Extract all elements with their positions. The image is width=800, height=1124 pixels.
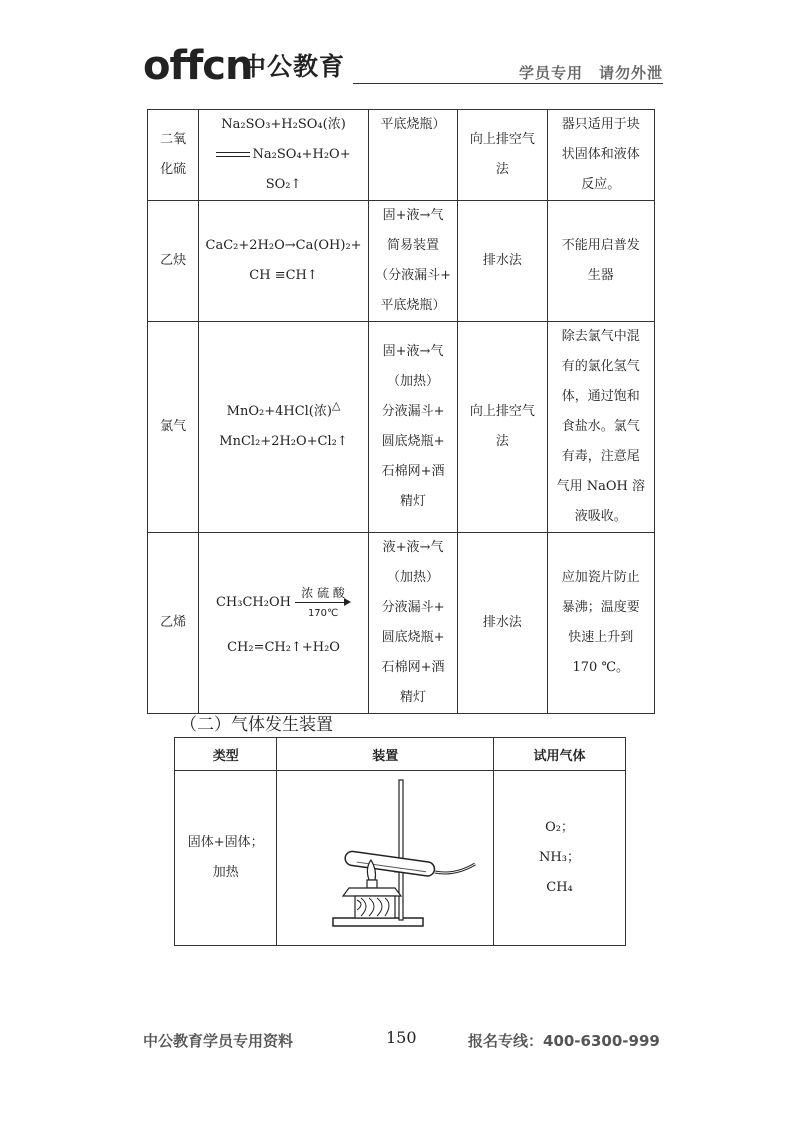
gas-generator-table — [174, 737, 626, 946]
header-type: 类型 — [175, 738, 277, 771]
heat-symbol: △ — [331, 399, 341, 412]
notes-line: 状固体和液体 — [561, 147, 640, 162]
collection-line: 向上排空气 — [469, 404, 535, 419]
apparatus-line: 圆底烧瓶+ — [381, 434, 445, 449]
notice-no-leak: 请勿外泄 — [598, 64, 663, 82]
apparatus-line: 液+液→气 — [382, 540, 444, 555]
notes-cell — [547, 201, 654, 322]
notes-line: 快速上升到 — [568, 630, 634, 645]
apparatus-line: 固+液→气 — [382, 208, 444, 223]
gas-name-line: 二氧 — [160, 132, 187, 147]
notes-line: 170 ℃。 — [572, 660, 630, 675]
notes-line: 不能用启普发 — [561, 238, 640, 253]
apparatus-line: 平底烧瓶） — [380, 117, 446, 132]
collection-line: 排水法 — [482, 253, 522, 268]
footer-hotline: 报名专线：400-6300-999 — [468, 1032, 660, 1050]
notes-cell — [547, 533, 654, 714]
equation-line: CaC₂+2H₂O→Ca(OH)₂+ — [205, 238, 362, 253]
notes-line: 气用 NaOH 溶 — [556, 479, 645, 494]
notes-line: 液吸收。 — [574, 509, 627, 524]
collection-cell — [458, 533, 547, 714]
page-number: 150 — [386, 1028, 417, 1047]
table-row — [148, 201, 655, 322]
gas-name-cell — [148, 533, 199, 714]
collection-line: 法 — [495, 162, 509, 177]
heat-condition — [332, 397, 340, 427]
table-row — [175, 771, 626, 946]
notes-line: 反应。 — [581, 177, 621, 192]
notes-line: 食盐水。氯气 — [561, 419, 640, 434]
collection-line: 向上排空气 — [469, 132, 535, 147]
equation-line: MnCl₂+2H₂O+Cl₂↑ — [219, 434, 348, 449]
table-row — [148, 533, 655, 714]
notes-line: 有的氯化氢气 — [561, 359, 640, 374]
notes-line: 应加瓷片防止 — [561, 570, 640, 585]
table-row — [148, 322, 655, 533]
notes-cell — [547, 110, 654, 201]
header-gases: 试用气体 — [494, 738, 626, 771]
brand-name: 中公教育 — [241, 52, 346, 81]
type-line: 加热 — [212, 865, 239, 880]
arrow-condition-top: 浓 硫 酸 — [301, 585, 345, 600]
footer-left-text: 中公教育学员专用资料 — [143, 1032, 294, 1050]
equation-text: MnO₂+4HCl(浓) — [226, 404, 332, 419]
apparatus-cell — [368, 533, 457, 714]
type-line: 固体+固体； — [187, 835, 264, 850]
gas-formula: NH₃； — [539, 850, 580, 865]
equation-line: CH₂=CH₂↑+H₂O — [227, 640, 340, 655]
notice-students-only: 学员专用 — [518, 64, 583, 82]
header-apparatus: 装置 — [277, 738, 494, 771]
equation-line — [205, 140, 362, 170]
page-header — [143, 40, 663, 92]
gas-name-line: 乙烯 — [160, 615, 187, 630]
equation-line — [205, 397, 362, 427]
collection-line: 法 — [495, 434, 509, 449]
gas-name-line: 乙炔 — [160, 253, 187, 268]
apparatus-cell — [368, 201, 457, 322]
gas-name-cell — [148, 201, 199, 322]
notes-line: 有毒，注意尾 — [561, 449, 640, 464]
collection-cell — [458, 110, 547, 201]
offcn-logo: offcn — [143, 43, 253, 89]
gas-formula: O₂； — [545, 820, 574, 835]
apparatus-cell — [368, 110, 457, 201]
apparatus-line: （加热） — [387, 570, 440, 585]
apparatus-illustration-cell — [277, 771, 494, 946]
type-cell — [175, 771, 277, 946]
gas-name-line: 氯气 — [160, 419, 187, 434]
equation-line: Na₂SO₃+H₂SO₄(浓) — [221, 117, 346, 132]
apparatus-line: 简易装置 — [387, 238, 440, 253]
equation-text: CH₃CH₂OH — [215, 595, 291, 610]
apparatus-line: 石棉网+酒 — [381, 660, 445, 675]
header-divider — [353, 83, 663, 84]
gas-formula: CH₄ — [546, 880, 573, 895]
arrow-condition-bottom: 170℃ — [307, 607, 339, 619]
gases-cell — [494, 771, 626, 946]
apparatus-line: 分液漏斗+ — [381, 404, 445, 419]
apparatus-line: 固+液→气 — [382, 344, 444, 359]
gas-preparation-table — [147, 109, 655, 714]
gas-name-cell — [148, 322, 199, 533]
apparatus-line: 精灯 — [400, 494, 427, 509]
collection-line: 排水法 — [482, 615, 522, 630]
table-row — [148, 110, 655, 201]
notes-line: 暴沸；温度要 — [561, 600, 640, 615]
solid-heating-apparatus-illustration — [285, 772, 485, 932]
apparatus-cell — [368, 322, 457, 533]
equation-cell — [199, 322, 369, 533]
equation-line: CH ≡CH↑ — [249, 268, 318, 283]
table-header-row — [175, 738, 626, 771]
equation-cell — [199, 533, 369, 714]
apparatus-line: 平底烧瓶） — [380, 298, 446, 313]
apparatus-line: 石棉网+酒 — [381, 464, 445, 479]
arrow-head-icon — [344, 598, 351, 606]
collection-cell — [458, 322, 547, 533]
notes-line: 器只适用于块 — [561, 117, 640, 132]
apparatus-line: 分液漏斗+ — [381, 600, 445, 615]
equation-line: SO₂↑ — [265, 177, 302, 192]
notes-cell — [547, 322, 654, 533]
arrow-shaft — [295, 602, 347, 603]
notes-line: 生器 — [587, 268, 614, 283]
equation-cell — [199, 201, 369, 322]
gas-name-line: 化硫 — [160, 162, 187, 177]
collection-cell — [458, 201, 547, 322]
gas-name-cell — [148, 110, 199, 201]
equation-text: Na₂SO₄+H₂O+ — [252, 147, 351, 162]
header-notice — [519, 62, 663, 83]
apparatus-line: （分液漏斗+ — [375, 268, 451, 283]
section-title: （二）气体发生装置 — [180, 715, 333, 735]
apparatus-line: （加热） — [387, 374, 440, 389]
notes-line: 除去氯气中混 — [561, 329, 640, 344]
notes-line: 体，通过饱和 — [561, 389, 640, 404]
equals-sign — [216, 152, 250, 157]
equation-cell — [199, 110, 369, 201]
apparatus-line: 圆底烧瓶+ — [381, 630, 445, 645]
reaction-arrow — [295, 586, 351, 620]
apparatus-line: 精灯 — [400, 690, 427, 705]
equation-line — [205, 583, 362, 623]
